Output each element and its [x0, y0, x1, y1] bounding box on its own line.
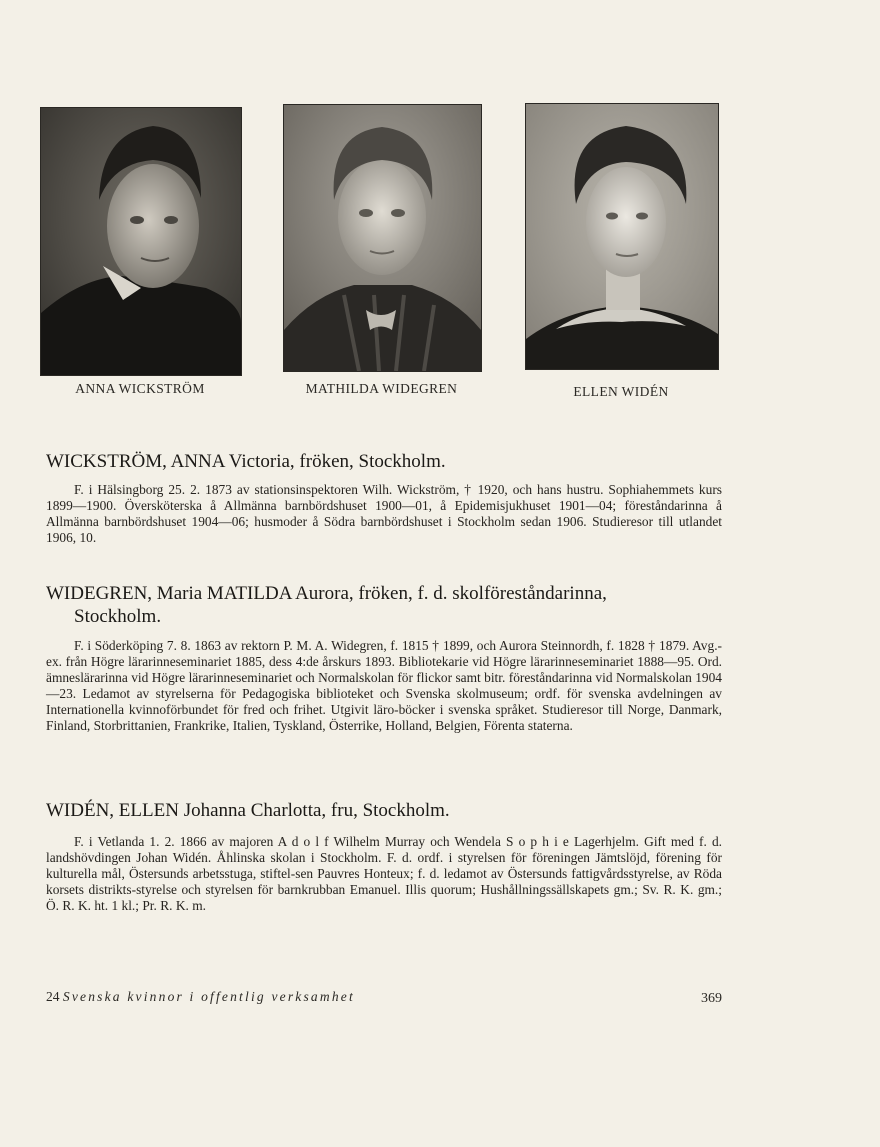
- photo-caption: ANNA WICKSTRÖM: [75, 381, 205, 396]
- entry-heading-continuation: Stockholm.: [74, 606, 162, 627]
- entry-body: [46, 482, 722, 546]
- entry-body-text: F. i Hälsingborg 25. 2. 1873 av stationsinspektoren Wilh. Wickström, † 1920, och hans hustru. Sophiahemmets kurs 1899—1900. Översköterska å Allmänna barnbördshuset 1900—01, å Epidemisjukhuset 1901—04; föreståndarinna å Allmänna barnbördshuset 1904—06; husmoder å Södra barnbördshuset i Stockholm sedan 1906. Studieresor till utlandet 1906, 10.: [46, 482, 722, 545]
- entry-heading: [46, 799, 726, 822]
- entry-heading-text: WIDÉN, ELLEN Johanna Charlotta, fru, Stockholm.: [46, 800, 450, 821]
- page-number: 369: [701, 991, 722, 1006]
- portrait-ellen-widen: [525, 103, 719, 370]
- entry-body: [46, 834, 722, 914]
- entry-heading: [46, 582, 726, 628]
- running-title: Svenska kvinnor i offentlig verksamhet: [62, 989, 355, 1004]
- portrait-image: [41, 108, 241, 375]
- portrait-anna-wickstrom: [40, 107, 242, 376]
- portrait-image: [284, 105, 481, 371]
- entry-body-text: F. i Söderköping 7. 8. 1863 av rektorn P. M. A. Widegren, f. 1815 † 1899, och Aurora Steinnordh, f. 1828 † 1879. Avg.-ex. från Högre lärarinneseminariet 1885, dess 4:de årskurs 1893. Bibliotekarie vid Högre lärarinneseminariet 1888—95. Ord. ämneslärarinna vid Högre lärarinneseminariet och Normalskolan för flickor samt bitr. föreståndarinna vid Normalskolan 1904—23. Ledamot av styrelserna för Pedagogiska biblioteket och Svenska skolmuseum; ordf. för svenska avdelningen av Internationella kvinnoförbundet för fred och frihet. Utgivit läro-böcker i svenska språket. Studieresor till Norge, Danmark, Finland, Storbrittanien, Frankrike, Italien, Tyskland, Österrike, Holland, Belgien, Förenta staterna.: [46, 638, 722, 733]
- entry-heading-text: WICKSTRÖM, ANNA Victoria, fröken, Stockholm.: [46, 451, 446, 472]
- footer-running-title: [46, 989, 355, 1005]
- photo-caption: ELLEN WIDÉN: [573, 384, 669, 399]
- entry-heading-text: WIDEGREN, Maria MATILDA Aurora, fröken, f. d. skolföreståndarinna,: [46, 583, 607, 604]
- entry-body: [46, 638, 722, 734]
- entry-heading: [46, 450, 726, 473]
- portrait-mathilda-widegren: [283, 104, 482, 372]
- portrait-image: [526, 104, 718, 369]
- entry-body-text: F. i Vetlanda 1. 2. 1866 av majoren A d o l f Wilhelm Murray och Wendela S o p h i e Lagerhjelm. Gift med f. d. landshövdingen Johan Widén. Åhlinska skolan i Stockholm. F. d. ordf. i styrelsen för föreningen Jämtslöjd, förening för kulturella mål, Östersunds arbetsstuga, stiftel-sen Pauvres Honteux; f. d. ledamot av Östersunds fattigvårdsstyrelse, av Röda korsets distrikts-styrelse och styrelsen för barnkrubban Emanuel. Illis quorum; Hushållningssällskapets gm.; Sv. R. K. gm.; Ö. R. K. ht. 1 kl.; Pr. R. K. m.: [46, 834, 722, 913]
- photo-caption: MATHILDA WIDEGREN: [305, 381, 458, 396]
- signature-mark: 24: [46, 989, 60, 1004]
